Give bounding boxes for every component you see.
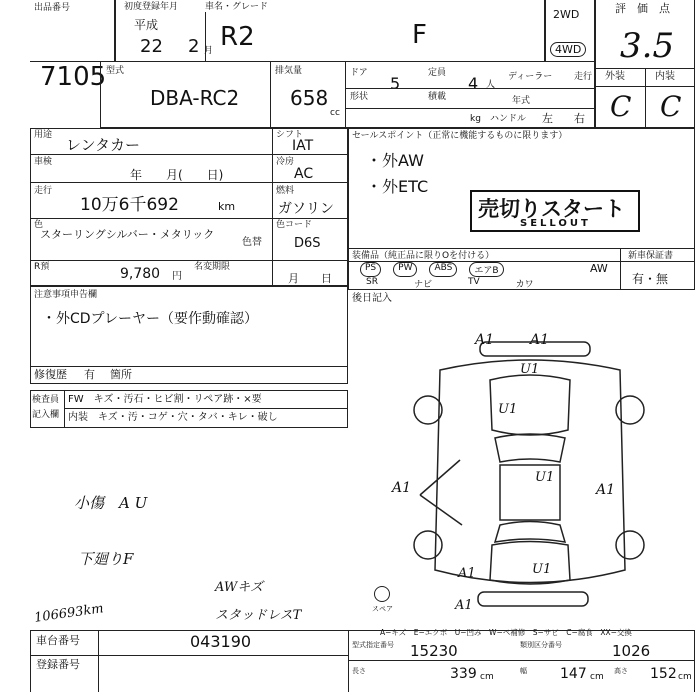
purpose-value: レンタカー xyxy=(66,136,141,154)
drive-4wd: 4WD xyxy=(550,42,586,57)
color-code-label: 色コード xyxy=(276,220,313,230)
reg-month-unit: 月 xyxy=(204,46,214,56)
type-value: DBA-RC2 xyxy=(150,86,240,110)
car-body-outline xyxy=(435,360,625,583)
chassis-label: 車台番号 xyxy=(36,634,80,647)
category-number-value: 1026 xyxy=(612,642,651,660)
width-unit: cm xyxy=(590,672,604,682)
registration-label: 初度登録年月 xyxy=(124,2,179,12)
handwritten-note-2: 下廻りF xyxy=(78,550,134,568)
color-value: スターリングシルバー・メタリック xyxy=(40,228,215,241)
handwritten-note-3: AWキズ xyxy=(215,580,263,595)
handwritten-note-5: 106693km xyxy=(33,601,105,626)
dealer-label: ディーラー xyxy=(508,72,553,82)
height-label: 高さ xyxy=(614,667,628,675)
tax-value: 月 日 xyxy=(288,272,332,285)
equip-ps: PS xyxy=(360,262,381,277)
car-wheel-fl xyxy=(414,396,442,424)
displacement-label: 排気量 xyxy=(275,66,303,76)
reg-year: 22 xyxy=(140,36,163,57)
color-label: 色 xyxy=(34,220,44,230)
repair-value: 有 xyxy=(84,368,95,381)
model-name: R2 xyxy=(220,22,255,52)
purpose-label: 用途 xyxy=(34,130,53,140)
score-value: 3.5 xyxy=(620,26,675,66)
shift-label: シフト xyxy=(276,130,304,140)
equipment-label: 装備品（純正品に限りOを付ける） xyxy=(352,251,495,261)
sellout-stamp-main: 売切りスタート xyxy=(478,197,625,221)
sellout-stamp-sub: SELLOUT xyxy=(520,218,591,229)
spare-icon xyxy=(374,586,390,602)
capacity-label: 定員 xyxy=(428,68,447,78)
reg-month: 2 xyxy=(188,36,200,57)
equip-leather: カワ xyxy=(515,280,534,290)
handle-label: ハンドル xyxy=(490,114,527,124)
car-windshield xyxy=(495,434,565,462)
mark-6: A1 xyxy=(596,482,616,498)
exterior-label: 外装 xyxy=(605,71,625,82)
handwritten-note-4: スタッドレスT xyxy=(215,608,302,623)
capacity-unit: 人 xyxy=(486,80,496,90)
displacement-unit: cc xyxy=(330,108,340,118)
mark-10: A1 xyxy=(455,598,473,613)
capacity-value: 4 xyxy=(468,74,479,93)
grade: F xyxy=(412,20,427,50)
notes-text: ・外CDプレーヤー（要作動確認） xyxy=(42,311,258,327)
category-number-label: 類別区分番号 xyxy=(520,641,562,649)
mark-2: A1 xyxy=(530,332,550,348)
inspection-label: 車検 xyxy=(34,157,53,167)
damage-pointer-2 xyxy=(420,495,462,525)
mileage-label: 走行 xyxy=(34,186,53,196)
damage-legend: A−キズ E−エクボ U−凹み W−ペ補修 S−サビ C−腐食 XX−交換 xyxy=(380,628,632,637)
sales-point-2: ・外ETC xyxy=(366,177,429,196)
color-code-value: D6S xyxy=(294,236,321,251)
mileage-value: 10万6千692 xyxy=(80,195,179,215)
equip-navi: ナビ xyxy=(413,280,432,290)
legend-label-1: 検査員 xyxy=(32,395,60,405)
equip-tv: TV xyxy=(467,277,480,287)
exterior-grade: C xyxy=(610,90,632,123)
car-wheel-rl xyxy=(414,531,442,559)
car-wheel-fr xyxy=(616,396,644,424)
handwritten-note-1: 小傷 A U xyxy=(74,494,148,512)
score-label: 評 価 点 xyxy=(615,2,670,15)
width-value: 147 xyxy=(560,666,587,682)
repair-unit: 箇所 xyxy=(110,368,132,381)
sales-points-label: セールスポイント（正常に機能するものに限ります） xyxy=(352,131,568,141)
car-trunk xyxy=(490,542,570,585)
fuel-label: 燃料 xyxy=(276,186,295,196)
registration-box xyxy=(115,0,545,62)
recycle-label: R預 xyxy=(34,262,50,272)
handle-right: 右 xyxy=(574,112,585,125)
color-change-label: 色替 xyxy=(242,237,262,248)
load-unit: kg xyxy=(470,114,481,124)
ac-label: 冷房 xyxy=(276,157,295,167)
mark-5: A1 xyxy=(392,480,412,496)
legend-row-2: 内装 キズ・汚・コゲ・穴・タバ・キレ・破し xyxy=(68,412,278,423)
ac-value: AC xyxy=(294,166,314,182)
inspection-value: 年 月( 日) xyxy=(130,168,224,182)
type-label: 型式 xyxy=(106,66,125,76)
sales-point-1: ・外AW xyxy=(366,151,424,170)
height-value: 152 xyxy=(650,666,677,682)
car-rear-window xyxy=(495,522,565,543)
equip-airbag: エアB xyxy=(469,262,503,277)
mark-8: A1 xyxy=(458,566,476,581)
warranty-value: 有・無 xyxy=(632,272,669,286)
legend-row-1: FW キズ・汚石・ヒビ割・リペア跡・×要 xyxy=(68,394,262,405)
year-model-label: 年式 xyxy=(512,96,531,106)
door-label: ドア xyxy=(350,68,368,78)
car-rear-bumper xyxy=(478,592,588,606)
damage-pointer-1 xyxy=(420,460,460,495)
lot-number: 7105 xyxy=(40,62,107,92)
mark-7: U1 xyxy=(535,470,555,485)
drive-2wd: 2WD xyxy=(553,8,580,21)
equip-pw: PW xyxy=(393,262,417,277)
type-designation-value: 15230 xyxy=(410,642,458,660)
door-value: 5 xyxy=(390,74,401,93)
mark-1: A1 xyxy=(475,332,495,348)
warranty-label: 新車保証書 xyxy=(628,251,674,261)
model-name-label: 車名・グレード xyxy=(205,2,269,12)
mark-9: U1 xyxy=(532,562,552,577)
after-fill-label: 後日記入 xyxy=(352,293,392,304)
shift-value: IAT xyxy=(292,138,314,154)
mark-3: U1 xyxy=(520,362,540,377)
interior-label: 内装 xyxy=(655,71,675,82)
mileage-unit: km xyxy=(218,200,236,213)
handle-left: 左 xyxy=(542,112,553,125)
legend-label-2: 記入欄 xyxy=(32,410,60,420)
type-designation-label: 型式指定番号 xyxy=(352,641,394,649)
equip-sr: SR xyxy=(366,277,378,287)
length-value: 339 xyxy=(450,666,477,682)
equip-aw: AW xyxy=(590,262,608,275)
recycle-value: 9,780 xyxy=(120,266,161,282)
car-wheel-rr xyxy=(616,531,644,559)
load-label: 積載 xyxy=(428,92,447,102)
spare-label: スペア xyxy=(372,605,393,613)
repair-label: 修復歴 xyxy=(34,368,67,381)
displacement-value: 658 xyxy=(290,86,329,110)
length-label: 長さ xyxy=(352,667,366,675)
lot-label: 出品番号 xyxy=(34,3,71,13)
tax-label: 名変期限 xyxy=(194,262,231,272)
width-label: 幅 xyxy=(520,667,527,675)
interior-grade: C xyxy=(660,90,682,123)
registration-label: 登録番号 xyxy=(36,658,80,671)
height-unit: cm xyxy=(678,672,692,682)
recycle-unit: 円 xyxy=(172,271,182,282)
shape-label: 形状 xyxy=(350,92,369,102)
equip-abs: ABS xyxy=(429,262,457,277)
notes-block xyxy=(30,286,348,384)
fuel-value: ガソリン xyxy=(278,201,334,217)
notes-label: 注意事項申告欄 xyxy=(34,290,98,300)
chassis-value: 043190 xyxy=(190,632,252,651)
length-unit: cm xyxy=(480,672,494,682)
mark-4: U1 xyxy=(498,402,518,417)
era: 平成 xyxy=(134,18,159,32)
run-label: 走行 xyxy=(574,72,593,82)
